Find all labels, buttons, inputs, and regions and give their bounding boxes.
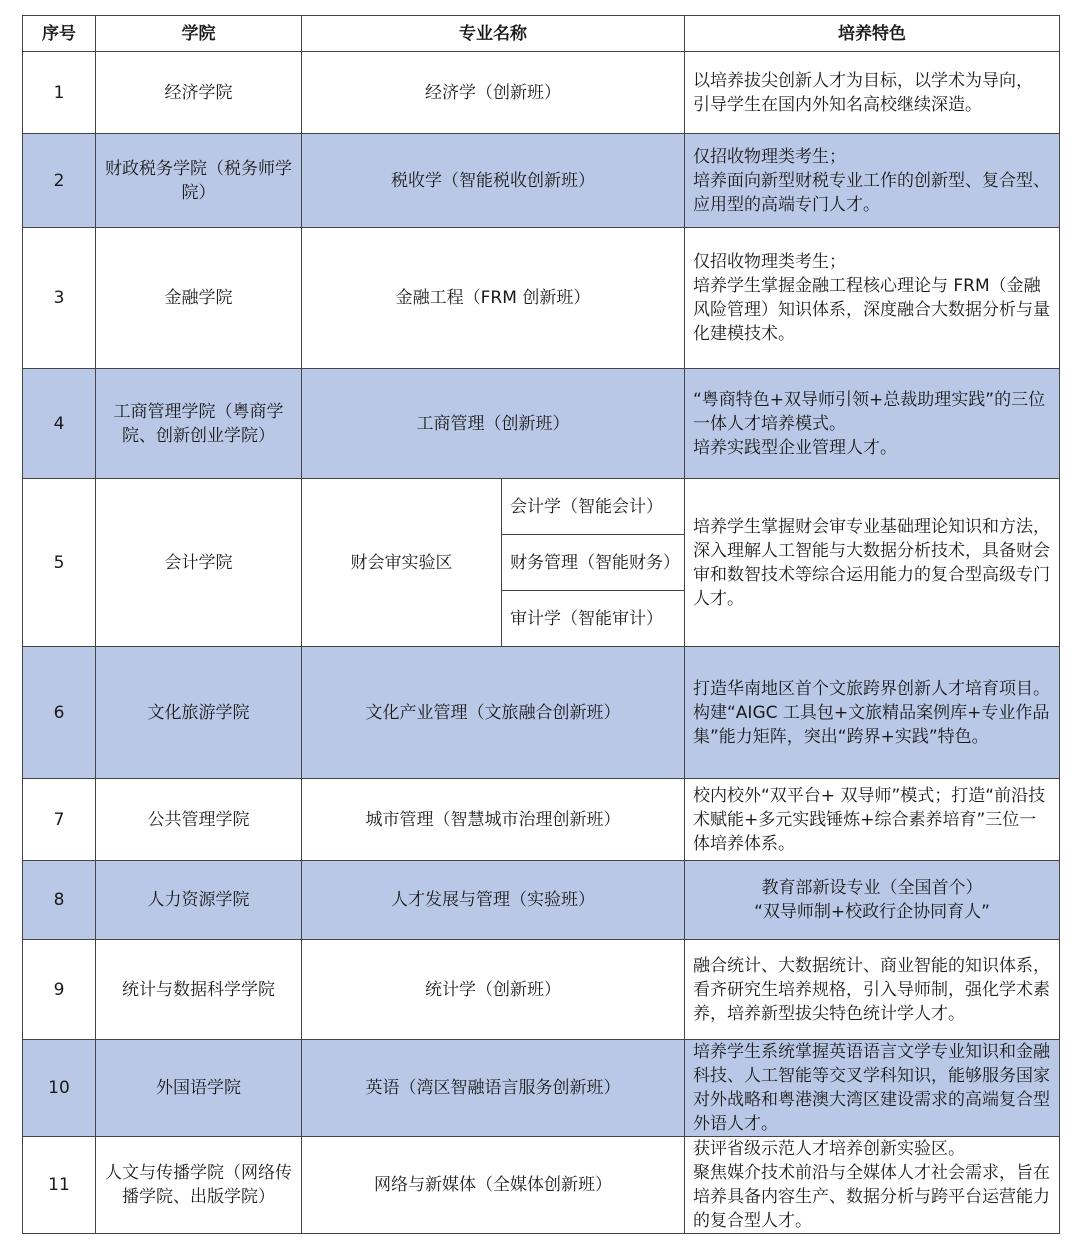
feature-line: 培养实践型企业管理人才。 xyxy=(693,437,897,458)
table-row xyxy=(23,940,1060,1040)
row-no: 5 xyxy=(23,479,96,647)
row-major: 经济学（创新班） xyxy=(302,52,685,134)
row-college: 统计与数据科学学院 xyxy=(96,940,302,1040)
table-row xyxy=(23,1040,1060,1137)
row-college: 外国语学院 xyxy=(96,1040,302,1137)
row-college: 人力资源学院 xyxy=(96,861,302,940)
row-no: 4 xyxy=(23,369,96,479)
row-features xyxy=(685,647,1060,779)
majors-table xyxy=(22,15,1060,1234)
row-features xyxy=(685,228,1060,369)
row-no: 1 xyxy=(23,52,96,134)
row-features xyxy=(685,52,1060,134)
table-row xyxy=(23,52,1060,134)
row-college: 公共管理学院 xyxy=(96,779,302,861)
feature-line: 教育部新设专业（全国首个） xyxy=(761,878,983,898)
row-major: 网络与新媒体（全媒体创新班） xyxy=(302,1137,685,1234)
row-features xyxy=(685,1040,1060,1137)
feature-line: “双导师制+校政行企协同育人” xyxy=(754,902,990,922)
row-no: 8 xyxy=(23,861,96,940)
table-row xyxy=(23,228,1060,369)
table-row xyxy=(23,779,1060,861)
row-college: 金融学院 xyxy=(96,228,302,369)
row-major: 财会审实验区 xyxy=(302,479,502,647)
row-major: 人才发展与管理（实验班） xyxy=(302,861,685,940)
row-features xyxy=(685,940,1060,1040)
row-features xyxy=(685,369,1060,479)
row-major: 英语（湾区智融语言服务创新班） xyxy=(302,1040,685,1137)
row-college: 经济学院 xyxy=(96,52,302,134)
row-features xyxy=(685,779,1060,861)
header-no: 序号 xyxy=(23,16,96,52)
row-college: 工商管理学院（粤商学院、创新创业学院） xyxy=(96,369,302,479)
table-row xyxy=(23,369,1060,479)
row-no: 6 xyxy=(23,647,96,779)
feature-line: 校内校外“双平台+ 双导师”模式；打造“前沿技术赋能+多元实践锤炼+综合素养培育”三位一体培养体系。 xyxy=(693,785,1046,854)
row-features xyxy=(685,134,1060,228)
table-row xyxy=(23,134,1060,228)
header-college: 学院 xyxy=(96,16,302,52)
row-college: 财政税务学院（税务师学院） xyxy=(96,134,302,228)
feature-line: 培养面向新型财税专业工作的创新型、复合型、应用型的高端专门人才。 xyxy=(693,170,1050,215)
table-row xyxy=(23,479,1060,535)
row-major: 金融工程（FRM 创新班） xyxy=(302,228,685,369)
header-major: 专业名称 xyxy=(302,16,685,52)
feature-line: 仅招收物理类考生； xyxy=(693,146,846,167)
feature-line: 培养学生掌握金融工程核心理论与 FRM（金融风险管理）知识体系，深度融合大数据分析与量化建模技术。 xyxy=(693,276,1050,344)
row-features xyxy=(685,1137,1060,1234)
feature-line: 打造华南地区首个文旅跨界创新人才培育项目。构建“AIGC 工具包+文旅精品案例库+专业作品集”能力矩阵，突出“跨界+实践”特色。 xyxy=(693,678,1050,747)
table-row xyxy=(23,1137,1060,1234)
row-no: 11 xyxy=(23,1137,96,1234)
feature-line: 培养学生掌握财会审专业基础理论知识和方法，深入理解人工智能与大数据分析技术，具备财会审和数智技术等综合运用能力的复合型高级专门人才。 xyxy=(693,516,1050,609)
row-no: 9 xyxy=(23,940,96,1040)
row-major: 工商管理（创新班） xyxy=(302,369,685,479)
feature-line: 培养学生系统掌握英语语言文学专业知识和金融科技、人工智能等交叉学科知识，能够服务国家对外战略和粤港澳大湾区建设需求的高端复合型外语人才。 xyxy=(693,1042,1050,1134)
row-no: 2 xyxy=(23,134,96,228)
row-features xyxy=(685,479,1060,647)
row-major: 文化产业管理（文旅融合创新班） xyxy=(302,647,685,779)
header-features: 培养特色 xyxy=(685,16,1060,52)
header-row xyxy=(23,16,1060,52)
feature-line: 仅招收物理类考生； xyxy=(693,252,846,272)
row-no: 3 xyxy=(23,228,96,369)
row-major: 城市管理（智慧城市治理创新班） xyxy=(302,779,685,861)
row-no: 10 xyxy=(23,1040,96,1137)
row-sub-major: 财务管理（智能财务） xyxy=(502,535,685,591)
feature-line: 聚焦媒介技术前沿与全媒体人才社会需求，旨在培养具备内容生产、数据分析与跨平台运营能力的复合型人才。 xyxy=(693,1163,1050,1231)
feature-line: 融合统计、大数据统计、商业智能的知识体系，看齐研究生培养规格，引入导师制，强化学术素养，培养新型拔尖特色统计学人才。 xyxy=(693,955,1050,1024)
row-college: 会计学院 xyxy=(96,479,302,647)
feature-line: 以培养拔尖创新人才为目标，以学术为导向， xyxy=(693,70,1033,91)
feature-line: 获评省级示范人才培养创新实验区。 xyxy=(693,1139,965,1159)
row-major: 税收学（智能税收创新班） xyxy=(302,134,685,228)
row-college: 文化旅游学院 xyxy=(96,647,302,779)
row-features xyxy=(685,861,1060,940)
row-no: 7 xyxy=(23,779,96,861)
table-row xyxy=(23,647,1060,779)
row-college: 人文与传播学院（网络传播学院、出版学院） xyxy=(96,1137,302,1234)
table-row xyxy=(23,861,1060,940)
row-major: 统计学（创新班） xyxy=(302,940,685,1040)
feature-line: 引导学生在国内外知名高校继续深造。 xyxy=(693,94,982,115)
row-sub-major: 会计学（智能会计） xyxy=(502,479,685,535)
feature-line: “粤商特色+双导师引领+总裁助理实践”的三位一体人才培养模式。 xyxy=(693,389,1046,434)
row-sub-major: 审计学（智能审计） xyxy=(502,591,685,647)
